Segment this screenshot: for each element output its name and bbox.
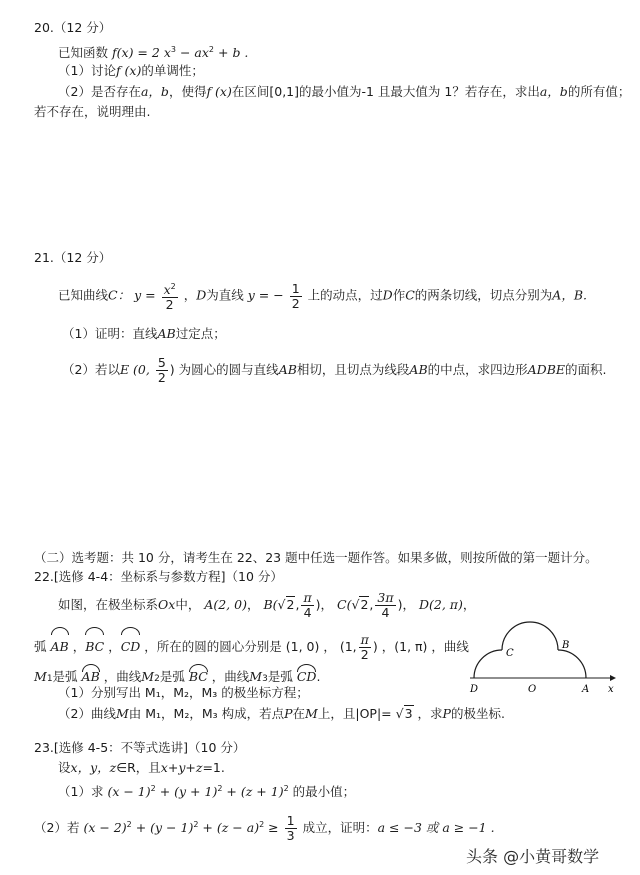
q21-part2: （2）若以E (0, $\frac{5}{2}$ ) 为圆心的圆与直线AB相切，且切点为线段AB的中点，求四边形ADBE的面积. bbox=[62, 355, 607, 385]
q23-header: 23.[选修 4-5：不等式选讲]（10 分） bbox=[34, 740, 246, 755]
q20-part2: （2）是否存在a，b，使得f (x)在区间[0,1]的最小值为-1 且最大值为 1？若存在，求出a，b的所有值； bbox=[58, 84, 631, 99]
q21-given: 已知曲线C： y = $\frac{x^2}{2}$ ，D为直线 y = − $\frac{1}{2}$ 上的动点，过D作C的两条切线，切点分别为A，B. bbox=[58, 280, 587, 312]
arc-ab bbox=[558, 650, 586, 678]
q20-part1: （1）讨论f (x)的单调性； bbox=[58, 63, 204, 78]
q20-header: 20.（12 分） bbox=[34, 20, 112, 35]
section-optional-header: （二）选考题：共 10 分，请考生在 22、23 题中任选一题作答。如果多做，则按所做的第一题计分。 bbox=[34, 550, 598, 565]
q20-function-line: 已知函数 f(x) = 2 $x^3 - ax^2 + b$ . bbox=[58, 45, 249, 60]
q22-part1: （1）分别写出 M₁，M₂，M₃ 的极坐标方程； bbox=[58, 685, 309, 700]
label-c: C bbox=[506, 648, 514, 659]
watermark: 头条 @小黄哥数学 bbox=[466, 847, 600, 866]
q23-given: 设x，y，z∈R，且x+y+z=1. bbox=[58, 760, 225, 775]
label-x: x bbox=[608, 684, 614, 695]
q23-part1: （1）求 $(x - 1)^2 + (y + 1)^2 + (z + 1)^2$ 的最小值； bbox=[58, 784, 356, 799]
q22-header: 22.[选修 4-4：坐标系与参数方程]（10 分） bbox=[34, 569, 283, 584]
fraction-1-over-3: $\frac{1}{3}$ bbox=[286, 813, 295, 843]
q21-part1: （1）证明：直线AB过定点； bbox=[62, 326, 226, 341]
polar-arcs-figure bbox=[462, 618, 620, 698]
q23-part2: （2）若 $(x - 2)^2 + (y - 1)^2 + (z - a)^2$ ≥ $\frac{1}{3}$ 成立，证明：a ≤ −3 或 a ≥ −1 . bbox=[34, 813, 495, 843]
arc-bc bbox=[502, 622, 558, 650]
q22-line1: 如图，在极坐标系Ox中， A(2, 0)， B(√2, $\frac{\pi}{4}$ )， C(√2, $\frac{3\pi}{4}$ )， D(2, π)， bbox=[58, 590, 476, 620]
fraction-x2-over-2: $\frac{x^2}{2}$ bbox=[163, 282, 176, 312]
label-o: O bbox=[528, 684, 537, 695]
q22-line2: 弧 AB ，BC ，CD ，所在的圆的圆心分别是 (1, 0) ， (1, $\frac{\pi}{2}$ ) ，(1, π) ，曲线 bbox=[34, 627, 469, 662]
label-d: D bbox=[470, 684, 479, 695]
q20-part2-cont: 若不存在，说明理由. bbox=[34, 104, 151, 119]
q22-part2: （2）曲线M由 M₁，M₂，M₃ 构成，若点P在M上，且|OP|= √3 ，求P的极坐标. bbox=[58, 706, 505, 721]
q22-line3: M1是弧 AB ，曲线M2是弧 BC ，曲线M3是弧 CD. bbox=[34, 664, 320, 687]
arc-cd bbox=[474, 650, 502, 678]
x-axis-arrow bbox=[610, 675, 616, 681]
fraction-5-over-2: $\frac{5}{2}$ bbox=[157, 355, 166, 385]
q21-header: 21.（12 分） bbox=[34, 250, 112, 265]
label-b: B bbox=[562, 640, 570, 651]
label-a: A bbox=[582, 684, 590, 695]
fraction-1-over-2: $\frac{1}{2}$ bbox=[291, 280, 300, 311]
